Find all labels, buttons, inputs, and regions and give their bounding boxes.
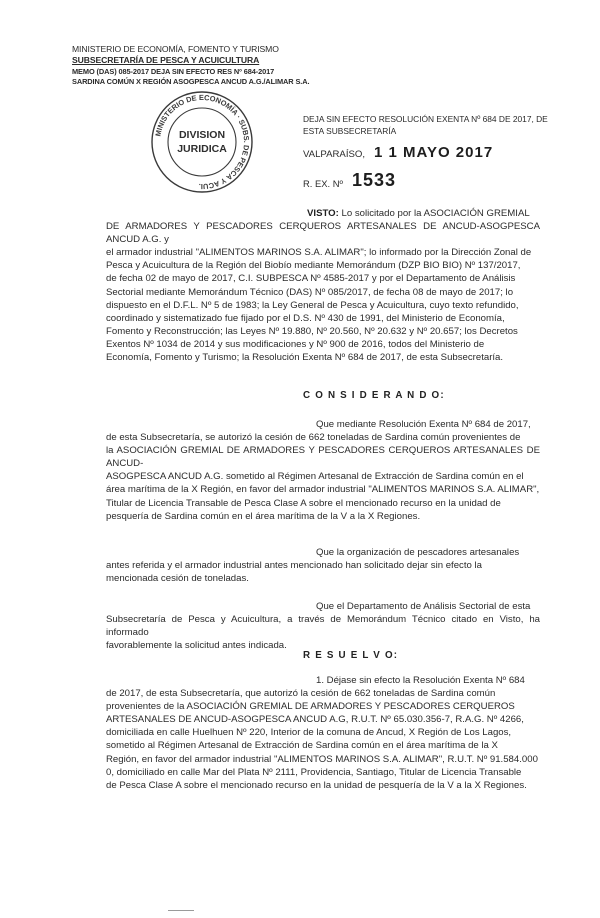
considerando-line: área marítima de la X Región, en favor del armador industrial "ALIMENTOS MARINOS S.A. ALIMAR", [106,484,540,496]
considerando-line: Que la organización de pescadores artesanales [316,547,520,558]
considerando-paragraph-2 [106,546,540,585]
stamp-ring-text: MINISTERIO DE ECONOMÍA · SUBS. DE PESCA Y ACUI. [153,92,252,192]
considerando-line: de esta Subsecretaría, se autorizó la cesión de 662 toneladas de Sardina común provenientes de [106,432,521,444]
visto-line: Economía, Fomento y Turismo; la Resolución Exenta Nº 684 de 2017, de esta Subsecretaría. [106,352,504,364]
visto-line: dispuesto en el D.F.L. Nº 5 de 1983; la Ley General de Pesca y Acuicultura, cuyo texto refundido, [106,299,519,311]
considerando-line: Que el Departamento de Análisis Sectorial de esta [316,601,531,612]
resuelvo-line: Región, en favor del armador industrial "ALIMENTOS MARINOS S.A. ALIMAR", R.U.T. Nº 91.584.000 [106,753,538,765]
resuelvo-line: sometido al Régimen Artesanal de Extracción de Sardina común en el área marítima de la X [106,740,498,752]
ministry-name: MINISTERIO DE ECONOMÍA, FOMENTO Y TURISMO [72,44,279,54]
considerando-line: favorablemente la solicitud antes indicada. [106,640,287,652]
resuelvo-line: de 2017, de esta Subsecretaría, que autorizó la cesión de 662 toneladas de Sardina común [106,688,496,700]
visto-line: Exentos Nº 1034 de 2014 y sus modificaciones y Nº 900 de 2016, todos del Ministerio de [106,338,485,350]
considerando-line: ASOGPESCA ANCUD A.G. sometido al Régimen Artesanal de Extracción de Sardina común en el [106,471,524,483]
visto-line: de fecha 02 de mayo de 2017, C.I. SUBPESCA Nº 4585-2017 y por el Departamento de Análisis [106,273,516,285]
visto-line: DE ARMADORES Y PESCADORES CERQUEROS ARTESANALES DE ANCUD-ASOGPESCA ANCUD A.G. y [106,221,540,246]
resuelvo-line: 0, domiciliado en calle Mar del Plata Nº 2111, Providencia, Santiago, Titular de Licencia Transable [106,766,522,778]
considerando-paragraph-3 [106,600,540,652]
considerando-line: Subsecretaría de Pesca y Acuicultura, a través de Memorándum Técnico citado en Visto, ha informado [106,614,540,639]
considerando-line: Que mediante Resolución Exenta Nº 684 de 2017, [316,419,531,430]
resuelvo-item-1 [106,674,540,792]
resolution-prefix: R. EX. Nº [303,178,343,189]
memo-reference: MEMO (DAS) 085-2017 DEJA SIN EFECTO RES Nº 684-2017 [72,67,275,76]
visto-line: Sectorial mediante Memorándum Técnico (DAS) Nº 085/2017, de fecha 08 de mayo de 2017; lo [106,286,514,298]
visto-line: coordinado y sistematizado fue fijado por el D.S. Nº 430 de 1991, del Ministerio de Economía, [106,312,505,324]
resuelvo-heading: R E S U E L V O: [303,650,399,661]
handwritten-date: 1 1 MAYO 2017 [374,144,494,161]
visto-line: Fomento y Reconstrucción; las Leyes Nº 19.880, Nº 20.560, Nº 20.632 y Nº 20.657; los Decretos [106,325,518,337]
considerando-paragraph-1 [106,418,540,523]
visto-section [106,207,540,364]
subject-summary-line1: DEJA SIN EFECTO RESOLUCIÓN EXENTA Nº 684 DE 2017, DE [303,114,548,124]
resolution-number: 1533 [352,170,397,190]
visto-line: Pesca y Acuicultura de la Región del Biobío mediante Memorándum (DZP BIO BIO) Nº 137/2017, [106,260,521,272]
scan-mark [168,910,194,911]
stamp-seal-icon [148,88,256,196]
place-label: VALPARAÍSO, [303,149,366,160]
subject-summary-line2: ESTA SUBSECRETARÍA [303,126,397,136]
visto-line: el armador industrial "ALIMENTOS MARINOS S.A. ALIMAR"; lo informado por la Dirección Zonal de [106,247,532,259]
resuelvo-line: 1. Déjase sin efecto la Resolución Exenta Nº 684 [316,675,525,686]
considerando-line: pesquería de Sardina común en el área marítima de la V a la X Regiones. [106,510,421,522]
considerando-heading: C O N S I D E R A N D O: [303,390,445,401]
division-juridica-stamp [148,88,256,196]
visto-line: Lo solicitado por la ASOCIACIÓN GREMIAL [341,208,530,219]
considerando-line: la ASOCIACIÓN GREMIAL DE ARMADORES Y PESCADORES CERQUEROS ARTESANALES DE ANCUD- [106,445,540,470]
subject-reference: SARDINA COMÚN X REGIÓN ASOGPESCA ANCUD A.G./ALIMAR S.A. [72,77,310,86]
considerando-line: Titular de Licencia Transable de Pesca Clase A sobre el mencionado recurso en la unidad de [106,497,501,509]
stamp-line-juridica: JURIDICA [177,143,227,155]
resuelvo-line: de Pesca Clase A sobre el mencionado recurso en la unidad de pesquería de la V a la X Regiones. [106,779,527,791]
resuelvo-line: provenientes de la ASOCIACIÓN GREMIAL DE ARMADORES Y PESCADORES CERQUEROS [106,701,515,713]
considerando-line: mencionada cesión de toneladas. [106,573,249,585]
subsecretaria-name: SUBSECRETARÍA DE PESCA Y ACUICULTURA [72,55,260,65]
resuelvo-line: domiciliada en calle Huelhuen Nº 220, Interior de la comuna de Ancud, X Región de Los Lagos, [106,727,512,739]
visto-label: VISTO: [307,208,339,219]
considerando-line: antes referida y el armador industrial antes mencionado han solicitado dejar sin efecto la [106,560,482,572]
resuelvo-line: ARTESANALES DE ANCUD-ASOGPESCA ANCUD A.G, R.U.T. Nº 65.030.356-7, R.A.G. Nº 4266, [106,714,524,726]
stamp-line-division: DIVISION [178,129,226,141]
